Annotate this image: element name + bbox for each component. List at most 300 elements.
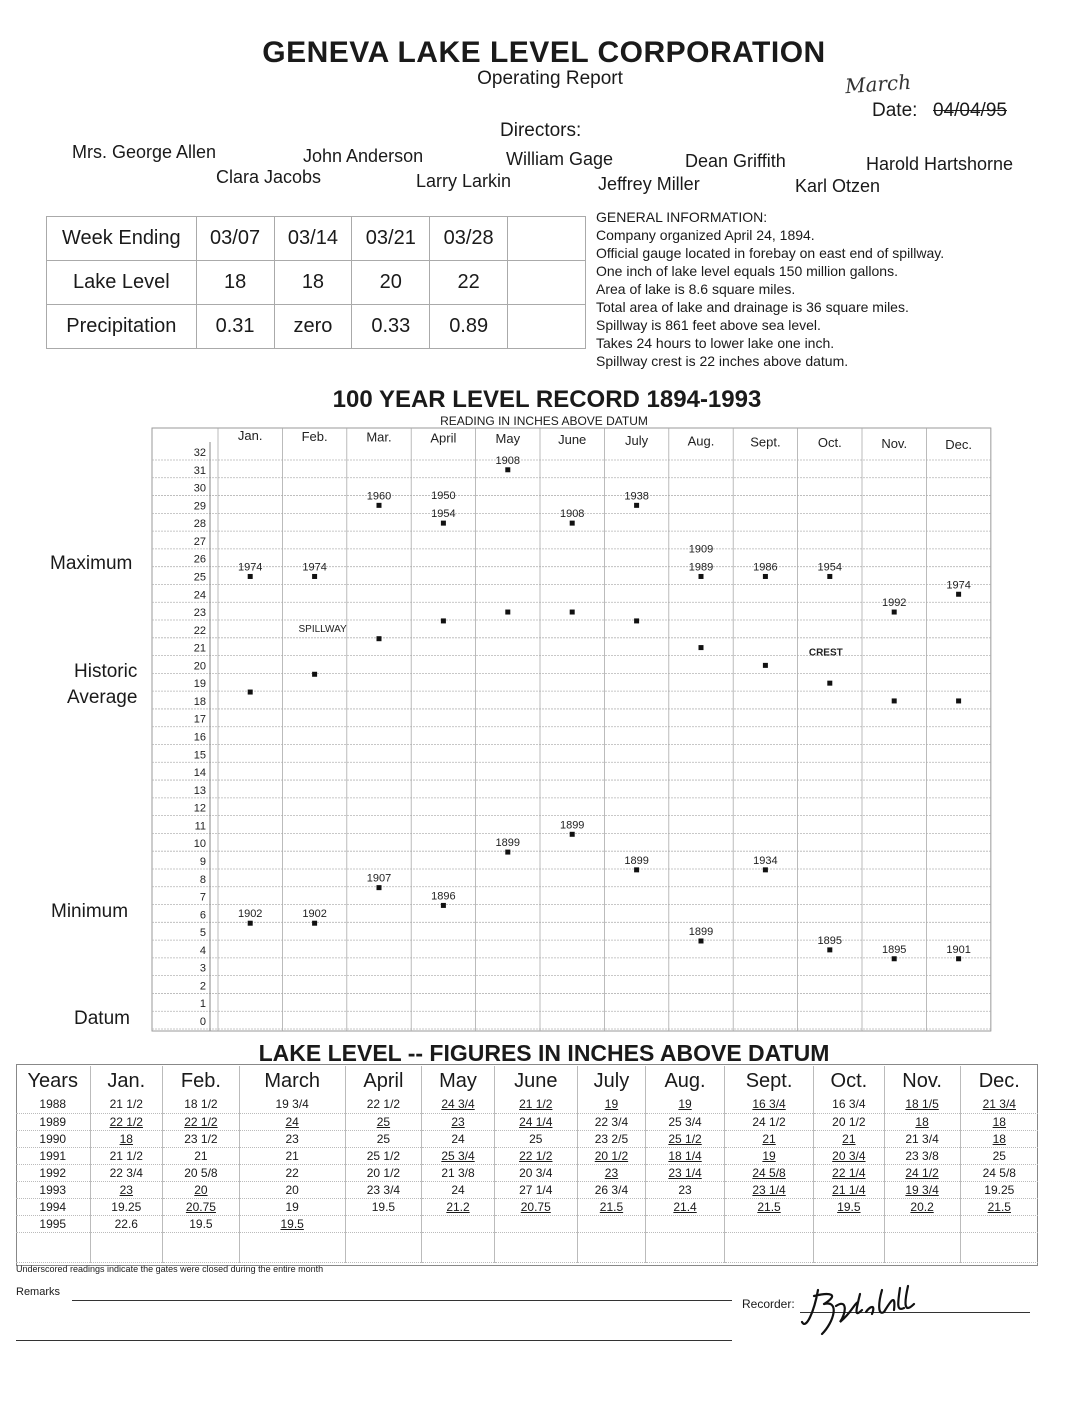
table-cell: 20 1/2	[345, 1164, 422, 1181]
table-cell: 18 1/5	[884, 1096, 960, 1113]
year-label: 1899	[624, 854, 649, 867]
table-cell: 21	[239, 1147, 345, 1164]
table-cell	[239, 1232, 345, 1262]
table-cell: 20 1/2	[577, 1147, 645, 1164]
info-line: Company organized April 24, 1894.	[596, 227, 815, 243]
year-label: 1908	[495, 454, 521, 467]
year-label: 1899	[495, 837, 521, 850]
x-tick-label: July	[625, 432, 649, 448]
historic-label: Historic	[74, 661, 138, 682]
general-info-heading: GENERAL INFORMATION:	[596, 209, 768, 225]
year-cell: 1993	[16, 1181, 90, 1198]
table-cell: 19.25	[960, 1181, 1038, 1198]
recorder-label: Recorder:	[742, 1297, 795, 1311]
table-row	[16, 1215, 1038, 1232]
year-label: 1896	[431, 890, 456, 903]
x-tick-label: Feb.	[301, 428, 328, 444]
table-cell: 18	[960, 1130, 1038, 1147]
table-cell: 25	[345, 1113, 422, 1130]
remarks-line	[72, 1300, 732, 1301]
table-cell	[960, 1232, 1038, 1262]
table-cell: 20 1/2	[814, 1113, 884, 1130]
year-label: 1974	[237, 561, 263, 574]
table-cell: 21	[163, 1147, 240, 1164]
remarks-label: Remarks	[16, 1286, 61, 1298]
table-row	[16, 1198, 1038, 1215]
average-label: Average	[67, 687, 138, 708]
x-tick-label: April	[430, 430, 457, 446]
table-cell: 23 1/4	[646, 1164, 725, 1181]
signature	[800, 1282, 940, 1342]
table-cell	[646, 1215, 725, 1232]
table-cell: zero	[274, 305, 352, 349]
year-label: 1899	[688, 925, 714, 938]
table-cell: 21.5	[577, 1198, 645, 1215]
table-cell: 25	[345, 1130, 422, 1147]
y-tick-label: 31	[193, 464, 206, 477]
table-cell: 21 3/4	[884, 1130, 960, 1147]
data-point	[634, 867, 639, 872]
year-label: 1989	[688, 561, 714, 574]
table-cell: 21 1/2	[90, 1096, 163, 1113]
table-cell: 03/28	[430, 217, 508, 261]
row-header: Lake Level	[47, 261, 197, 305]
y-tick-label: 25	[193, 571, 206, 584]
table-cell: 20 3/4	[494, 1164, 577, 1181]
table-cell: 22 1/2	[90, 1113, 163, 1130]
data-point	[827, 574, 832, 579]
data-point	[763, 574, 768, 579]
table-cell: 23	[577, 1164, 645, 1181]
year-label: 1902	[237, 908, 263, 921]
data-point	[570, 832, 575, 837]
row-header: Week Ending	[47, 217, 197, 261]
year-cell: 1995	[16, 1215, 90, 1232]
year-label: 1901	[946, 943, 971, 956]
y-tick-label: 27	[193, 535, 206, 548]
y-tick-label: 8	[199, 873, 206, 886]
table-cell: 19	[646, 1096, 725, 1113]
table-cell	[577, 1232, 645, 1262]
data-point	[377, 636, 382, 641]
column-header: March	[239, 1066, 345, 1096]
table-cell: 20 3/4	[814, 1147, 884, 1164]
y-tick-label: 20	[193, 660, 206, 673]
table-cell	[814, 1232, 884, 1262]
table-cell: 25 1/2	[345, 1147, 422, 1164]
table-cell: 21 1/2	[494, 1096, 577, 1113]
table-cell: 19	[724, 1147, 813, 1164]
table-cell: 21 3/8	[422, 1164, 495, 1181]
table-cell: 25 1/2	[646, 1130, 725, 1147]
y-tick-label: 2	[199, 980, 206, 993]
year-cell: 1988	[16, 1096, 90, 1113]
y-tick-label: 10	[193, 838, 206, 851]
table-cell: 24	[239, 1113, 345, 1130]
maximum-label: Maximum	[50, 553, 133, 574]
y-tick-label: 9	[199, 855, 206, 868]
table-cell	[494, 1215, 577, 1232]
table-cell: 21 1/4	[814, 1181, 884, 1198]
chart-subtitle: READING IN INCHES ABOVE DATUM	[440, 414, 648, 428]
year-label: 1907	[366, 872, 392, 885]
data-point	[570, 521, 575, 526]
table-cell: 24 1/2	[724, 1113, 813, 1130]
table-cell	[884, 1215, 960, 1232]
info-line: Spillway crest is 22 inches above datum.	[596, 353, 849, 369]
y-tick-label: 17	[193, 713, 206, 726]
table-cell: 24	[422, 1130, 495, 1147]
data-point	[441, 618, 446, 623]
year-label: 1992	[881, 597, 907, 610]
director-name: John Anderson	[303, 146, 424, 166]
year-label: 1954	[431, 508, 456, 521]
table-cell: 20 5/8	[163, 1164, 240, 1181]
year-label: 1909	[688, 543, 714, 556]
year-label: 1895	[881, 943, 907, 956]
column-header: Dec.	[978, 1069, 1020, 1092]
table-cell: 23	[422, 1113, 495, 1130]
table-cell	[508, 217, 586, 261]
data-point	[505, 850, 510, 855]
column-header: Years	[16, 1066, 90, 1096]
table-cell	[508, 261, 586, 305]
weekly-readings-table	[46, 216, 586, 349]
level-record-chart	[0, 420, 1088, 1040]
table-cell: 22 3/4	[577, 1113, 645, 1130]
x-tick-label: June	[558, 432, 587, 447]
year-cell: 1989	[16, 1113, 90, 1130]
data-point	[248, 574, 253, 579]
table-cell: 22.6	[90, 1215, 163, 1232]
year-label: 1902	[302, 908, 327, 921]
table-cell: 24 3/4	[422, 1096, 495, 1113]
table-cell: 21 1/2	[90, 1147, 163, 1164]
table-cell	[884, 1232, 960, 1262]
table-cell: 19	[239, 1198, 345, 1215]
table-cell: 24 1/2	[884, 1164, 960, 1181]
y-tick-label: 22	[193, 624, 206, 637]
column-header: May	[422, 1066, 495, 1096]
year-cell: 1994	[16, 1198, 90, 1215]
data-point	[956, 956, 961, 961]
table-row	[16, 1113, 1038, 1130]
data-point	[505, 610, 510, 615]
table-cell: 24	[422, 1181, 495, 1198]
table-cell: 0.89	[430, 305, 508, 349]
table-cell: 19.5	[239, 1215, 345, 1232]
lake-level-title: LAKE LEVEL -- FIGURES IN INCHES ABOVE DATUM	[258, 1040, 830, 1066]
table-cell: 21	[724, 1130, 813, 1147]
table-cell: 24 5/8	[960, 1164, 1038, 1181]
table-cell: 16 3/4	[724, 1096, 813, 1113]
table-cell: 23 3/8	[884, 1147, 960, 1164]
x-tick-label: Aug.	[687, 433, 715, 449]
y-tick-label: 32	[193, 447, 206, 459]
data-point	[763, 663, 768, 668]
data-point	[312, 921, 317, 926]
table-cell: 27 1/4	[494, 1181, 577, 1198]
table-cell: 22 1/2	[345, 1096, 422, 1113]
table-cell: 18	[884, 1113, 960, 1130]
y-tick-label: 18	[193, 695, 206, 708]
year-label: 1938	[624, 490, 649, 503]
data-point	[892, 610, 897, 615]
table-cell	[90, 1232, 163, 1262]
table-cell: 0.31	[196, 305, 274, 349]
table-cell: 20.75	[494, 1198, 577, 1215]
table-cell: 21.4	[646, 1198, 725, 1215]
y-tick-label: 0	[199, 1016, 206, 1028]
table-cell: 18 1/4	[646, 1147, 725, 1164]
table-row	[47, 305, 586, 349]
table-cell: 18	[274, 261, 352, 305]
y-tick-label: 14	[193, 767, 206, 780]
y-tick-label: 30	[193, 482, 206, 495]
table-cell: 19	[577, 1096, 645, 1113]
data-point	[312, 574, 317, 579]
table-cell: 0.33	[352, 305, 430, 349]
table-cell	[345, 1215, 422, 1232]
row-header: Precipitation	[47, 305, 197, 349]
remarks-line	[16, 1340, 732, 1341]
y-tick-label: 7	[199, 891, 206, 904]
year-label: 1908	[559, 508, 585, 521]
table-cell: 18	[196, 261, 274, 305]
y-tick-label: 5	[199, 927, 206, 940]
table-cell: 19.5	[163, 1215, 240, 1232]
table-cell	[646, 1232, 725, 1262]
handwritten-month: March	[844, 69, 912, 99]
table-cell: 23	[646, 1181, 725, 1198]
table-cell: 22 3/4	[90, 1164, 163, 1181]
column-header: April	[345, 1066, 422, 1096]
data-point	[505, 467, 510, 472]
table-cell: 21.5	[960, 1198, 1038, 1215]
table-cell: 20.2	[884, 1198, 960, 1215]
y-tick-label: 12	[193, 802, 206, 815]
year-label: 1899	[559, 819, 585, 832]
x-tick-label: Sept.	[750, 434, 781, 450]
table-cell: 03/14	[274, 217, 352, 261]
y-tick-label: 23	[193, 607, 206, 620]
column-header: Oct.	[814, 1066, 884, 1096]
data-point	[763, 867, 768, 872]
table-cell: 03/21	[352, 217, 430, 261]
table-cell: 25 3/4	[646, 1113, 725, 1130]
y-tick-label: 3	[199, 962, 206, 975]
table-cell	[422, 1232, 495, 1262]
table-row	[16, 1147, 1038, 1164]
data-point	[248, 921, 253, 926]
year-cell: 1992	[16, 1164, 90, 1181]
info-line: Area of lake is 8.6 square miles.	[596, 281, 796, 297]
y-tick-label: 1	[199, 998, 206, 1011]
director-name: Dean Griffith	[685, 151, 786, 171]
report-subtitle: Operating Report	[477, 68, 623, 89]
info-line: Official gauge located in forebay on east end of spillway.	[596, 245, 945, 261]
y-tick-label: 4	[199, 944, 206, 957]
table-cell	[814, 1215, 884, 1232]
page-title: GENEVA LAKE LEVEL CORPORATION	[262, 36, 826, 69]
y-tick-label: 11	[194, 820, 206, 833]
minimum-label: Minimum	[51, 901, 129, 922]
table-cell	[345, 1232, 422, 1262]
directors-heading: Directors:	[500, 120, 582, 141]
table-cell: 22 1/2	[163, 1113, 240, 1130]
data-point	[956, 592, 961, 597]
year-label: 1950	[431, 490, 456, 503]
table-cell	[494, 1232, 577, 1262]
column-header: June	[494, 1066, 577, 1096]
table-cell: 23	[239, 1130, 345, 1147]
table-cell	[577, 1215, 645, 1232]
column-header: Sept.	[724, 1066, 813, 1096]
crest-annotation: CREST	[808, 647, 843, 659]
x-tick-label: Nov.	[881, 436, 908, 451]
y-tick-label: 13	[193, 784, 206, 797]
table-row	[16, 1130, 1038, 1147]
table-cell: 19 3/4	[239, 1096, 345, 1113]
y-tick-label: 29	[193, 500, 206, 513]
underscore-note: Underscored readings indicate the gates were closed during the entire month	[16, 1264, 324, 1274]
table-cell	[724, 1232, 813, 1262]
year-cell: 1991	[16, 1147, 90, 1164]
year-label: 1934	[753, 854, 778, 867]
table-row	[47, 261, 586, 305]
table-cell	[724, 1215, 813, 1232]
table-cell: 19 3/4	[884, 1181, 960, 1198]
data-point	[699, 574, 704, 579]
table-cell: 16 3/4	[814, 1096, 884, 1113]
info-line: Takes 24 hours to lower lake one inch.	[596, 335, 835, 351]
column-header: Nov.	[884, 1066, 960, 1096]
table-cell: 22	[430, 261, 508, 305]
y-tick-label: 6	[199, 909, 206, 922]
data-point	[570, 610, 575, 615]
lake-level-table	[16, 1066, 1038, 1263]
year-label: 1954	[817, 561, 843, 574]
info-line: Total area of lake and drainage is 36 square miles.	[596, 299, 909, 315]
y-tick-label: 16	[193, 731, 206, 744]
general-information	[596, 208, 1016, 370]
data-point	[441, 521, 446, 526]
table-cell: 19.25	[90, 1198, 163, 1215]
y-tick-label: 21	[193, 642, 206, 655]
data-point	[441, 903, 446, 908]
table-cell	[508, 305, 586, 349]
table-cell: 20.75	[163, 1198, 240, 1215]
table-cell: 20	[163, 1181, 240, 1198]
x-tick-label: Jan.	[237, 428, 263, 443]
y-tick-label: 28	[193, 518, 206, 531]
spillway-annotation: SPILLWAY	[298, 623, 347, 635]
chart-title: 100 YEAR LEVEL RECORD 1894-1993	[332, 386, 762, 413]
year-label: 1986	[753, 561, 778, 574]
date-value: 04/04/95	[933, 100, 1007, 121]
table-cell: 24 1/4	[494, 1113, 577, 1130]
table-cell	[960, 1215, 1038, 1232]
data-point	[892, 956, 897, 961]
table-cell: 22 1/4	[814, 1164, 884, 1181]
table-cell: 18	[90, 1130, 163, 1147]
x-tick-label: Oct.	[817, 435, 842, 451]
column-header: Jan.	[90, 1066, 163, 1096]
data-point	[634, 503, 639, 508]
table-cell: 21.2	[422, 1198, 495, 1215]
director-name: Mrs. George Allen	[72, 142, 217, 162]
column-header: Aug.	[646, 1066, 725, 1096]
director-name: Clara Jacobs	[216, 167, 322, 187]
table-cell	[163, 1232, 240, 1262]
table-cell: 20	[239, 1181, 345, 1198]
year-label: 1895	[817, 934, 843, 947]
data-point	[699, 938, 704, 943]
table-cell: 22	[239, 1164, 345, 1181]
y-tick-label: 24	[193, 589, 206, 602]
director-name: Larry Larkin	[416, 171, 512, 191]
table-cell: 03/07	[196, 217, 274, 261]
data-point	[248, 690, 253, 695]
x-tick-label: Mar.	[366, 429, 392, 445]
date-label: Date:	[872, 100, 918, 121]
director-name: Harold Hartshorne	[866, 154, 1014, 174]
director-name: William Gage	[506, 149, 614, 169]
director-name: Karl Otzen	[795, 176, 881, 196]
table-cell: 19.5	[345, 1198, 422, 1215]
datum-label: Datum	[74, 1008, 130, 1029]
table-cell: 21 3/4	[960, 1096, 1038, 1113]
column-header: Feb.	[163, 1066, 240, 1096]
data-point	[312, 672, 317, 677]
data-point	[377, 503, 382, 508]
table-header-row	[16, 1066, 1038, 1096]
table-cell: 21.5	[724, 1198, 813, 1215]
table-cell: 25 3/4	[422, 1147, 495, 1164]
table-cell: 23	[90, 1181, 163, 1198]
x-tick-label: Dec.	[945, 436, 972, 452]
x-tick-label: May	[495, 431, 521, 447]
y-tick-label: 15	[193, 749, 206, 762]
table-cell: 19.5	[814, 1198, 884, 1215]
table-row	[16, 1181, 1038, 1198]
table-cell	[16, 1232, 90, 1262]
data-point	[956, 698, 961, 703]
table-cell: 23 1/2	[163, 1130, 240, 1147]
table-cell: 26 3/4	[577, 1181, 645, 1198]
year-label: 1974	[302, 561, 327, 574]
data-point	[827, 681, 832, 686]
table-row	[16, 1096, 1038, 1113]
data-point	[377, 885, 382, 890]
year-cell: 1990	[16, 1130, 90, 1147]
table-row	[16, 1232, 1038, 1262]
year-label: 1974	[946, 579, 971, 592]
data-point	[634, 618, 639, 623]
table-cell	[422, 1215, 495, 1232]
table-cell: 23 3/4	[345, 1181, 422, 1198]
table-cell: 18	[960, 1113, 1038, 1130]
table-row	[47, 217, 586, 261]
table-cell: 23 2/5	[577, 1130, 645, 1147]
table-cell: 22 1/2	[494, 1147, 577, 1164]
data-point	[699, 645, 704, 650]
year-label: 1960	[366, 490, 392, 503]
table-cell: 25	[494, 1130, 577, 1147]
table-cell: 21	[814, 1130, 884, 1147]
data-point	[827, 947, 832, 952]
table-cell: 23 1/4	[724, 1181, 813, 1198]
